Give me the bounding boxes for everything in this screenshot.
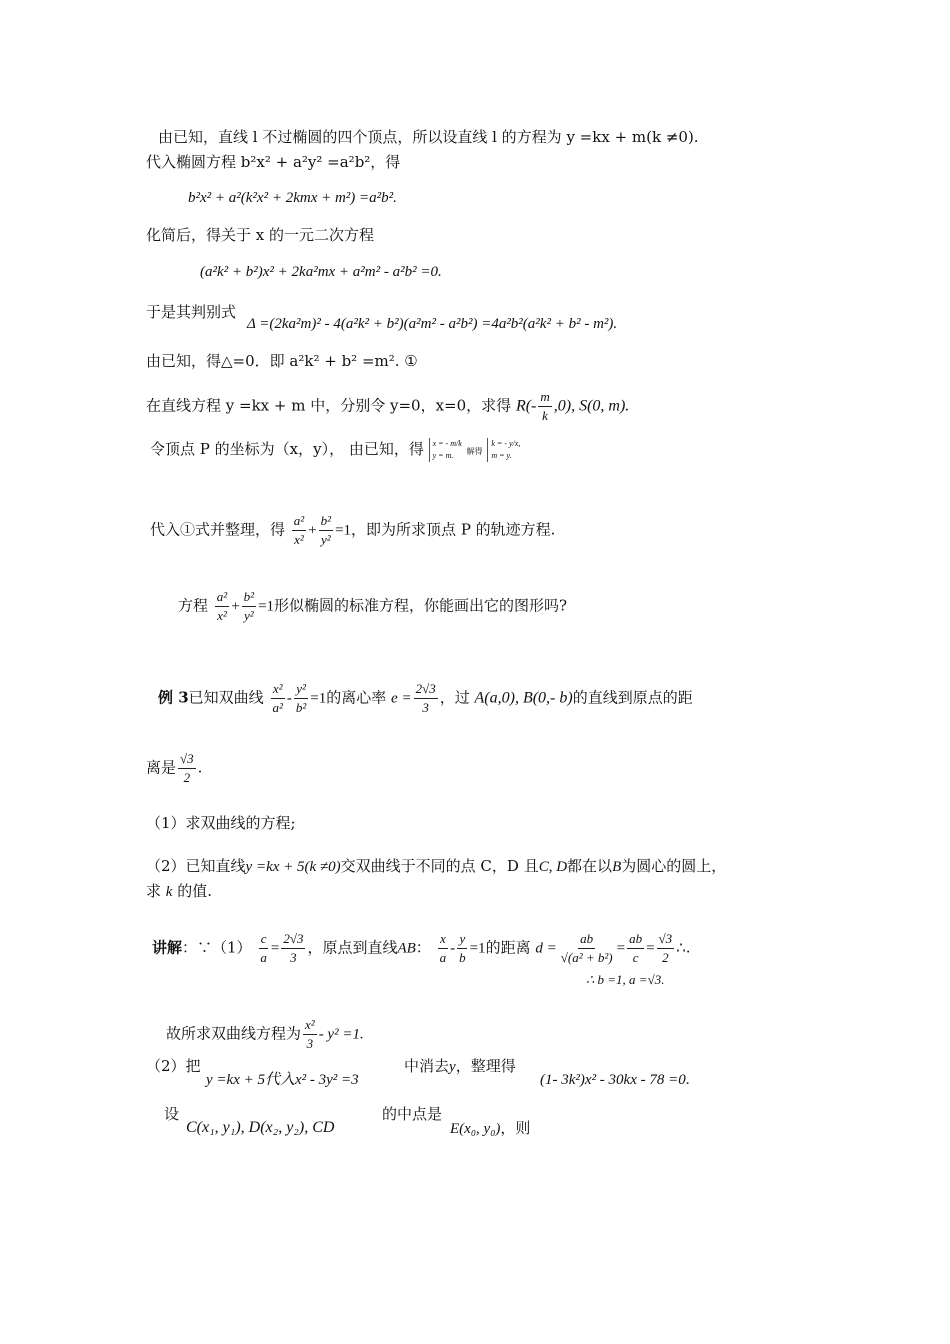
fraction-x-a: $\frac{x}{a}$: [439, 931, 447, 965]
line-6-discriminant: Δ =(2ka²m)² - 4(a²k² + b²)(a²m² - a²b²) =4a²b²(a²k² + b² - m²).: [247, 316, 618, 332]
fraction-2sqrt3-3: $\frac{2√3}{3}$: [283, 931, 304, 965]
fraction-b2-y2-b: $\frac{\text{b²}}{\text{y²}}$: [243, 589, 255, 623]
fraction-sqrt3-2: $\frac{√3}{2}$: [658, 931, 673, 965]
solution-line-2: 故所求双曲线方程为 $\frac{\text{x²}}{3}$ - y² =1.: [166, 1017, 364, 1051]
solution-line-1b: ∴ b =1, a =√3.: [586, 972, 665, 987]
line-9: 令顶点 P 的坐标为（x，y）， 由已知，得 x = - m/k y = m. 解得 k = - y/x, m = y.: [150, 439, 521, 460]
line-5-equation: (a²k² + b²)x² + 2ka²mx + a²m² - a²b² =0.: [200, 264, 442, 280]
solution-line-4: 设: [164, 1105, 180, 1123]
fraction-x2-3: $\frac{\text{x²}}{3}$: [305, 1017, 315, 1051]
substitution-expression: y =kx + 5代入x² - 3y² =3: [206, 1072, 359, 1088]
line-10: 代入①式并整理，得 $\frac{\text{a²}}{\text{x²}}$ + $\frac{\text{b²}}{\text{y²}}$ =1，即为所求顶点 P 的轨迹方程.: [150, 513, 556, 547]
solution-line-1: 讲解：∵（1） $\frac{c}{a}$ = $\frac{2√3}{3}$ ，原点到直线AB： $\frac{x}{a}$ - $\frac{y}{b}$ =1的距离 d = $\frac{ab}{\text{√(a² + b²)}}$ = $\frac{ab}{c}$ = $\frac{√3}{2}$ ∴.: [152, 931, 691, 965]
fraction-a2-x2: $\frac{\text{a²}}{\text{x²}}$: [293, 513, 305, 547]
fraction-distance: $\frac{√3}{2}$: [180, 751, 194, 785]
fraction-y-b: $\frac{y}{b}$: [459, 931, 466, 965]
example-3-line-2: 离是 $\frac{√3}{2}$ .: [146, 751, 203, 785]
fraction-a2-x2-b: $\frac{\text{a²}}{\text{x²}}$: [216, 589, 228, 623]
question-2-line-1: （2）已知直线y =kx + 5(k ≠0)交双曲线于不同的点 C，D 且C, D都在以B为圆心的圆上，: [146, 857, 727, 875]
point-r: R(-: [515, 397, 537, 415]
line-3-equation: b²x² + a²(k²x² + 2kmx + m²) =a²b².: [188, 190, 397, 206]
solve-label: 解得: [466, 447, 483, 456]
example-3-label: 例 3: [158, 688, 189, 707]
solution-line-4-text: 的中点是: [382, 1105, 443, 1123]
line-11: 方程 $\frac{\text{a²}}{\text{x²}}$ + $\frac{\text{b²}}{\text{y²}}$ =1形似椭圆的标准方程，你能画出它的图形吗?: [178, 589, 568, 623]
line-4: 化简后，得关于 x 的一元二次方程: [146, 226, 374, 244]
fraction-x2-a2: $\frac{\text{x²}}{\text{a²}}$: [272, 681, 283, 715]
fraction-b2-y2: $\frac{\text{b²}}{\text{y²}}$: [320, 513, 332, 547]
points-a-b: A(a,0), B(0,- b): [474, 689, 573, 707]
line-2: 代入椭圆方程 b²x² + a²y² =a²b²，得: [146, 153, 401, 171]
line-8: 在直线方程 y =kx + m 中，分别令 y=0，x=0，求得 R(- $\frac{m}{k}$ ,0), S(0, m).: [146, 389, 630, 423]
line-6-label: 于是其判别式: [146, 303, 237, 321]
system-2: k = - y/x, m = y.: [487, 438, 520, 462]
fraction-y2-b2: $\frac{\text{y²}}{\text{b²}}$: [295, 681, 307, 715]
points-c-d: C(x₁, y₁), D(x₂, y₂), CD: [186, 1119, 335, 1136]
quadratic-result: (1- 3k²)x² - 30kx - 78 =0.: [540, 1072, 690, 1088]
example-3-line-1: 例 3已知双曲线 $\frac{\text{x²}}{\text{a²}}$ - $\frac{\text{y²}}{\text{b²}}$ =1的离心率 e = $\frac{2√3}{3}$ ，过 A(a,0), B(0,- b)的直线到原点的距: [158, 681, 693, 715]
midpoint-e: E(x₀, y₀)，则: [450, 1119, 531, 1137]
line-1: 由已知，直线 l 不过椭圆的四个顶点，所以设直线 l 的方程为 y =kx + m(k ≠0).: [158, 128, 699, 146]
fraction-ab-c: $\frac{ab}{c}$: [629, 931, 643, 965]
question-1: （1）求双曲线的方程;: [146, 814, 296, 832]
solution-line-3-label: （2）把: [146, 1057, 201, 1075]
system-1: x = - m/k y = m.: [429, 438, 462, 462]
fraction-c-a: $\frac{c}{a}$: [260, 931, 267, 965]
question-2-line-2: 求 k 的值.: [146, 882, 213, 900]
solution-line-3-text: 中消去y，整理得: [404, 1057, 516, 1075]
fraction-m-over-k: $\frac{m}{k}$: [540, 389, 550, 423]
fraction-distance-d: $\frac{ab}{\text{√(a² + b²)}}$: [560, 931, 613, 965]
solution-label: 讲解: [152, 938, 183, 957]
line-7: 由已知，得△=0．即 a²k² + b² =m². ①: [146, 352, 418, 370]
point-s: ,0), S(0, m).: [553, 397, 630, 415]
fraction-eccentricity: $\frac{2√3}{3}$: [415, 681, 436, 715]
